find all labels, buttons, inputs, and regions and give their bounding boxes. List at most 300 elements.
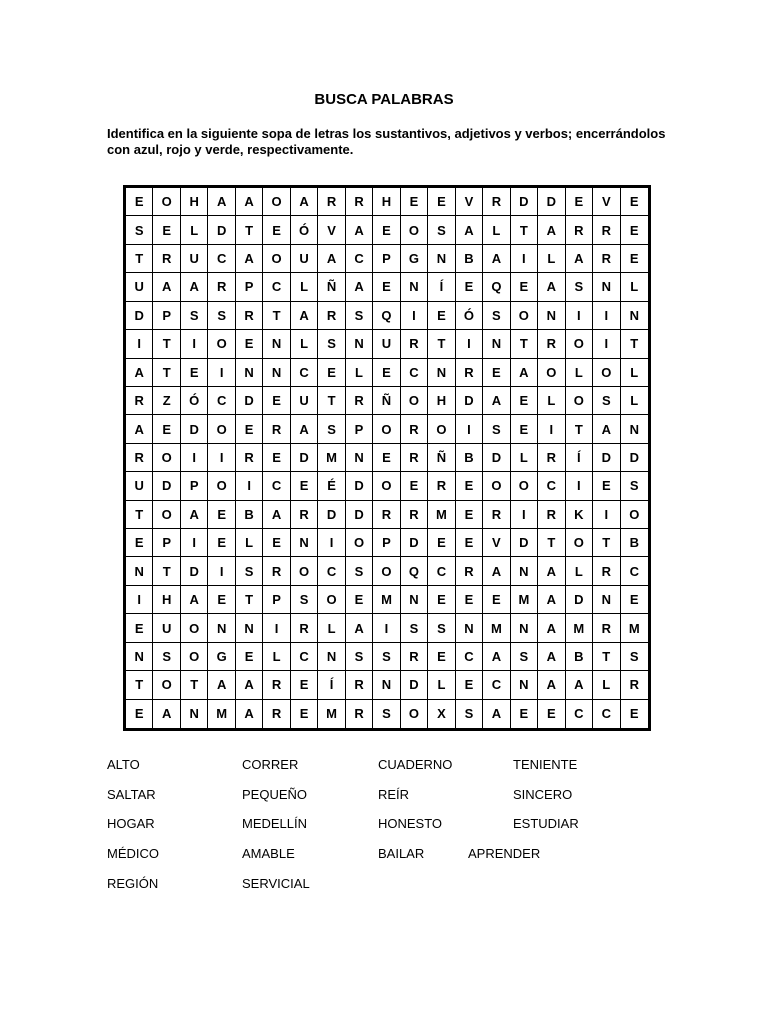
grid-cell[interactable]: P	[153, 529, 180, 557]
grid-cell[interactable]: C	[318, 557, 345, 585]
grid-cell[interactable]: D	[153, 472, 180, 500]
grid-cell[interactable]: N	[263, 330, 290, 358]
grid-cell[interactable]: E	[236, 643, 263, 671]
grid-cell[interactable]: A	[483, 557, 510, 585]
grid-cell[interactable]: E	[428, 188, 455, 216]
grid-cell[interactable]: Q	[483, 273, 510, 301]
grid-cell[interactable]: U	[291, 245, 318, 273]
grid-cell[interactable]: T	[126, 501, 153, 529]
grid-cell[interactable]: E	[373, 359, 400, 387]
grid-cell[interactable]: M	[566, 614, 593, 642]
grid-cell[interactable]: O	[566, 387, 593, 415]
grid-cell[interactable]: I	[181, 444, 208, 472]
grid-cell[interactable]: H	[428, 387, 455, 415]
grid-cell[interactable]: S	[346, 302, 373, 330]
grid-cell[interactable]: D	[511, 529, 538, 557]
grid-cell[interactable]: L	[511, 444, 538, 472]
grid-cell[interactable]: O	[263, 188, 290, 216]
grid-cell[interactable]: A	[483, 643, 510, 671]
grid-cell[interactable]: G	[208, 643, 235, 671]
grid-cell[interactable]: O	[621, 501, 648, 529]
grid-cell[interactable]: A	[291, 188, 318, 216]
grid-cell[interactable]: R	[483, 501, 510, 529]
grid-cell[interactable]: E	[208, 586, 235, 614]
grid-cell[interactable]: P	[153, 302, 180, 330]
grid-cell[interactable]: S	[483, 415, 510, 443]
grid-cell[interactable]: N	[208, 614, 235, 642]
grid-cell[interactable]: E	[428, 302, 455, 330]
grid-cell[interactable]: N	[401, 273, 428, 301]
grid-cell[interactable]: O	[566, 330, 593, 358]
grid-cell[interactable]: H	[373, 188, 400, 216]
grid-cell[interactable]: R	[428, 472, 455, 500]
grid-cell[interactable]: R	[456, 359, 483, 387]
grid-cell[interactable]: V	[483, 529, 510, 557]
grid-cell[interactable]: S	[318, 330, 345, 358]
grid-cell[interactable]: S	[511, 643, 538, 671]
grid-cell[interactable]: D	[291, 444, 318, 472]
grid-cell[interactable]: Ñ	[428, 444, 455, 472]
grid-cell[interactable]: D	[566, 586, 593, 614]
grid-cell[interactable]: E	[126, 188, 153, 216]
grid-cell[interactable]: E	[456, 671, 483, 699]
grid-cell[interactable]: T	[153, 330, 180, 358]
grid-cell[interactable]: N	[318, 643, 345, 671]
grid-cell[interactable]: S	[153, 643, 180, 671]
grid-cell[interactable]: A	[236, 188, 263, 216]
grid-cell[interactable]: A	[483, 387, 510, 415]
grid-cell[interactable]: G	[401, 245, 428, 273]
grid-cell[interactable]: E	[511, 273, 538, 301]
grid-cell[interactable]: T	[566, 415, 593, 443]
grid-cell[interactable]: R	[263, 415, 290, 443]
grid-cell[interactable]: N	[593, 273, 620, 301]
grid-cell[interactable]: O	[208, 330, 235, 358]
grid-cell[interactable]: I	[126, 586, 153, 614]
grid-cell[interactable]: B	[456, 444, 483, 472]
grid-cell[interactable]: I	[593, 330, 620, 358]
grid-cell[interactable]: A	[126, 359, 153, 387]
grid-cell[interactable]: L	[566, 359, 593, 387]
grid-cell[interactable]: E	[373, 273, 400, 301]
grid-cell[interactable]: A	[181, 273, 208, 301]
grid-cell[interactable]: E	[153, 415, 180, 443]
grid-cell[interactable]: I	[208, 557, 235, 585]
grid-cell[interactable]: E	[291, 700, 318, 728]
grid-cell[interactable]: A	[593, 415, 620, 443]
grid-cell[interactable]: R	[126, 444, 153, 472]
grid-cell[interactable]: A	[483, 245, 510, 273]
grid-cell[interactable]: B	[236, 501, 263, 529]
grid-cell[interactable]: S	[318, 415, 345, 443]
grid-cell[interactable]: C	[538, 472, 565, 500]
grid-cell[interactable]: Í	[566, 444, 593, 472]
grid-cell[interactable]: E	[566, 188, 593, 216]
grid-cell[interactable]: A	[511, 359, 538, 387]
grid-cell[interactable]: E	[263, 529, 290, 557]
grid-cell[interactable]: A	[538, 643, 565, 671]
grid-cell[interactable]: R	[236, 302, 263, 330]
grid-cell[interactable]: A	[236, 245, 263, 273]
grid-cell[interactable]: P	[236, 273, 263, 301]
grid-cell[interactable]: V	[593, 188, 620, 216]
grid-cell[interactable]: E	[621, 586, 648, 614]
grid-cell[interactable]: N	[483, 330, 510, 358]
grid-cell[interactable]: D	[318, 501, 345, 529]
grid-cell[interactable]: A	[181, 586, 208, 614]
grid-cell[interactable]: O	[318, 586, 345, 614]
grid-cell[interactable]: M	[621, 614, 648, 642]
grid-cell[interactable]: E	[456, 273, 483, 301]
grid-cell[interactable]: I	[593, 302, 620, 330]
grid-cell[interactable]: C	[593, 700, 620, 728]
grid-cell[interactable]: C	[456, 643, 483, 671]
grid-cell[interactable]: D	[538, 188, 565, 216]
grid-cell[interactable]: I	[208, 359, 235, 387]
grid-cell[interactable]: T	[511, 216, 538, 244]
grid-cell[interactable]: O	[373, 415, 400, 443]
grid-cell[interactable]: A	[153, 700, 180, 728]
grid-cell[interactable]: S	[346, 643, 373, 671]
grid-cell[interactable]: N	[373, 671, 400, 699]
grid-cell[interactable]: O	[208, 472, 235, 500]
grid-cell[interactable]: N	[346, 444, 373, 472]
grid-cell[interactable]: R	[263, 671, 290, 699]
grid-cell[interactable]: R	[483, 188, 510, 216]
grid-cell[interactable]: L	[428, 671, 455, 699]
grid-cell[interactable]: A	[538, 614, 565, 642]
grid-cell[interactable]: N	[511, 671, 538, 699]
grid-cell[interactable]: I	[593, 501, 620, 529]
grid-cell[interactable]: Ó	[181, 387, 208, 415]
grid-cell[interactable]: R	[401, 643, 428, 671]
grid-cell[interactable]: L	[291, 330, 318, 358]
grid-cell[interactable]: V	[456, 188, 483, 216]
grid-cell[interactable]: U	[126, 472, 153, 500]
grid-cell[interactable]: A	[346, 216, 373, 244]
grid-cell[interactable]: N	[621, 415, 648, 443]
grid-cell[interactable]: E	[208, 529, 235, 557]
grid-cell[interactable]: E	[401, 188, 428, 216]
grid-cell[interactable]: V	[318, 216, 345, 244]
grid-cell[interactable]: R	[373, 501, 400, 529]
grid-cell[interactable]: N	[181, 700, 208, 728]
grid-cell[interactable]: N	[263, 359, 290, 387]
grid-cell[interactable]: R	[566, 216, 593, 244]
grid-cell[interactable]: S	[621, 643, 648, 671]
grid-cell[interactable]: E	[346, 586, 373, 614]
grid-cell[interactable]: E	[126, 700, 153, 728]
grid-cell[interactable]: A	[126, 415, 153, 443]
grid-cell[interactable]: L	[263, 643, 290, 671]
grid-cell[interactable]: O	[401, 216, 428, 244]
grid-cell[interactable]: O	[153, 188, 180, 216]
grid-cell[interactable]: C	[483, 671, 510, 699]
grid-cell[interactable]: D	[511, 188, 538, 216]
grid-cell[interactable]: T	[181, 671, 208, 699]
grid-cell[interactable]: L	[291, 273, 318, 301]
grid-cell[interactable]: E	[593, 472, 620, 500]
grid-cell[interactable]: C	[208, 245, 235, 273]
grid-cell[interactable]: R	[291, 614, 318, 642]
grid-cell[interactable]: L	[621, 273, 648, 301]
grid-cell[interactable]: C	[263, 472, 290, 500]
grid-cell[interactable]: H	[181, 188, 208, 216]
grid-cell[interactable]: É	[318, 472, 345, 500]
grid-cell[interactable]: R	[401, 415, 428, 443]
grid-cell[interactable]: T	[236, 586, 263, 614]
grid-cell[interactable]: R	[456, 557, 483, 585]
grid-cell[interactable]: E	[621, 216, 648, 244]
grid-cell[interactable]: P	[373, 245, 400, 273]
grid-cell[interactable]: R	[538, 330, 565, 358]
grid-cell[interactable]: A	[318, 245, 345, 273]
grid-cell[interactable]: R	[621, 671, 648, 699]
grid-cell[interactable]: B	[621, 529, 648, 557]
grid-cell[interactable]: E	[373, 444, 400, 472]
grid-cell[interactable]: S	[373, 643, 400, 671]
grid-cell[interactable]: E	[291, 472, 318, 500]
grid-cell[interactable]: A	[236, 700, 263, 728]
grid-cell[interactable]: S	[428, 216, 455, 244]
grid-cell[interactable]: Z	[153, 387, 180, 415]
grid-cell[interactable]: N	[456, 614, 483, 642]
grid-cell[interactable]: Ó	[291, 216, 318, 244]
grid-cell[interactable]: N	[346, 330, 373, 358]
grid-cell[interactable]: E	[153, 216, 180, 244]
grid-cell[interactable]: O	[483, 472, 510, 500]
grid-cell[interactable]: N	[291, 529, 318, 557]
grid-cell[interactable]: S	[566, 273, 593, 301]
grid-cell[interactable]: I	[566, 472, 593, 500]
grid-cell[interactable]: E	[126, 529, 153, 557]
grid-cell[interactable]: A	[208, 188, 235, 216]
grid-cell[interactable]: R	[153, 245, 180, 273]
grid-cell[interactable]: N	[401, 586, 428, 614]
grid-cell[interactable]: D	[401, 671, 428, 699]
grid-cell[interactable]: N	[236, 614, 263, 642]
grid-cell[interactable]: T	[263, 302, 290, 330]
grid-cell[interactable]: O	[373, 557, 400, 585]
grid-cell[interactable]: L	[318, 614, 345, 642]
grid-cell[interactable]: L	[621, 387, 648, 415]
grid-cell[interactable]: U	[181, 245, 208, 273]
grid-cell[interactable]: D	[621, 444, 648, 472]
grid-cell[interactable]: A	[181, 501, 208, 529]
grid-cell[interactable]: E	[511, 700, 538, 728]
grid-cell[interactable]: T	[126, 671, 153, 699]
grid-cell[interactable]: E	[621, 245, 648, 273]
grid-cell[interactable]: O	[373, 472, 400, 500]
grid-cell[interactable]: Í	[318, 671, 345, 699]
grid-cell[interactable]: A	[483, 700, 510, 728]
grid-cell[interactable]: E	[428, 643, 455, 671]
grid-cell[interactable]: S	[126, 216, 153, 244]
grid-cell[interactable]: L	[593, 671, 620, 699]
grid-cell[interactable]: E	[428, 529, 455, 557]
grid-cell[interactable]: E	[291, 671, 318, 699]
grid-cell[interactable]: N	[236, 359, 263, 387]
grid-cell[interactable]: L	[181, 216, 208, 244]
grid-cell[interactable]: D	[346, 472, 373, 500]
grid-cell[interactable]: D	[456, 387, 483, 415]
grid-cell[interactable]: O	[538, 359, 565, 387]
grid-cell[interactable]: S	[456, 700, 483, 728]
grid-cell[interactable]: N	[621, 302, 648, 330]
grid-cell[interactable]: I	[511, 245, 538, 273]
grid-cell[interactable]: O	[428, 415, 455, 443]
grid-cell[interactable]: A	[456, 216, 483, 244]
grid-cell[interactable]: L	[538, 387, 565, 415]
grid-cell[interactable]: C	[208, 387, 235, 415]
grid-cell[interactable]: K	[566, 501, 593, 529]
grid-cell[interactable]: E	[236, 415, 263, 443]
grid-cell[interactable]: P	[181, 472, 208, 500]
grid-cell[interactable]: L	[236, 529, 263, 557]
grid-cell[interactable]: A	[538, 216, 565, 244]
grid-cell[interactable]: T	[593, 643, 620, 671]
grid-cell[interactable]: M	[208, 700, 235, 728]
grid-cell[interactable]: A	[538, 273, 565, 301]
grid-cell[interactable]: S	[593, 387, 620, 415]
grid-cell[interactable]: D	[181, 557, 208, 585]
grid-cell[interactable]: T	[318, 387, 345, 415]
grid-cell[interactable]: A	[208, 671, 235, 699]
grid-cell[interactable]: O	[181, 643, 208, 671]
grid-cell[interactable]: E	[263, 216, 290, 244]
grid-cell[interactable]: E	[456, 472, 483, 500]
grid-cell[interactable]: R	[401, 501, 428, 529]
grid-cell[interactable]: C	[428, 557, 455, 585]
grid-cell[interactable]: M	[318, 444, 345, 472]
grid-cell[interactable]: D	[181, 415, 208, 443]
grid-cell[interactable]: E	[629, 706, 639, 722]
grid-cell[interactable]: I	[208, 444, 235, 472]
grid-cell[interactable]: L	[538, 245, 565, 273]
grid-cell[interactable]: A	[538, 557, 565, 585]
grid-cell[interactable]: C	[291, 643, 318, 671]
grid-cell[interactable]: E	[456, 529, 483, 557]
grid-cell[interactable]: I	[511, 501, 538, 529]
grid-cell[interactable]: L	[483, 216, 510, 244]
grid-cell[interactable]: U	[126, 273, 153, 301]
grid-cell[interactable]: E	[236, 330, 263, 358]
grid-cell[interactable]: N	[428, 359, 455, 387]
grid-cell[interactable]: T	[593, 529, 620, 557]
grid-cell[interactable]: Q	[373, 302, 400, 330]
grid-cell[interactable]: I	[373, 614, 400, 642]
grid-cell[interactable]: O	[208, 415, 235, 443]
grid-cell[interactable]: E	[456, 586, 483, 614]
grid-cell[interactable]: D	[126, 302, 153, 330]
grid-cell[interactable]: C	[263, 273, 290, 301]
grid-cell[interactable]: E	[428, 586, 455, 614]
grid-cell[interactable]: O	[346, 529, 373, 557]
grid-cell[interactable]: E	[263, 444, 290, 472]
grid-cell[interactable]: X	[428, 700, 455, 728]
grid-cell[interactable]: E	[401, 472, 428, 500]
grid-cell[interactable]: R	[346, 188, 373, 216]
grid-cell[interactable]: I	[181, 330, 208, 358]
grid-cell[interactable]: C	[291, 359, 318, 387]
grid-cell[interactable]: Ñ	[373, 387, 400, 415]
grid-cell[interactable]: R	[346, 387, 373, 415]
grid-cell[interactable]: N	[593, 586, 620, 614]
grid-cell[interactable]: S	[483, 302, 510, 330]
grid-cell[interactable]: A	[538, 586, 565, 614]
grid-cell[interactable]: I	[538, 415, 565, 443]
grid-cell[interactable]: O	[181, 614, 208, 642]
grid-cell[interactable]: S	[208, 302, 235, 330]
grid-cell[interactable]: I	[181, 529, 208, 557]
grid-cell[interactable]: M	[428, 501, 455, 529]
grid-cell[interactable]: R	[291, 501, 318, 529]
grid-cell[interactable]: E	[511, 415, 538, 443]
grid-cell[interactable]: T	[621, 330, 648, 358]
grid-cell[interactable]: O	[153, 501, 180, 529]
grid-cell[interactable]: C	[621, 557, 648, 585]
grid-cell[interactable]: N	[538, 302, 565, 330]
grid-cell[interactable]: I	[126, 330, 153, 358]
grid-cell[interactable]: C	[401, 359, 428, 387]
grid-cell[interactable]: C	[566, 700, 593, 728]
grid-cell[interactable]: O	[263, 245, 290, 273]
grid-cell[interactable]: M	[373, 586, 400, 614]
grid-cell[interactable]: O	[401, 387, 428, 415]
grid-cell[interactable]: U	[373, 330, 400, 358]
grid-cell[interactable]: R	[263, 557, 290, 585]
grid-cell[interactable]: T	[236, 216, 263, 244]
grid-cell[interactable]: M	[483, 614, 510, 642]
grid-cell[interactable]: Í	[428, 273, 455, 301]
grid-cell[interactable]: I	[456, 415, 483, 443]
grid-cell[interactable]: R	[346, 700, 373, 728]
grid-cell[interactable]: S	[621, 472, 648, 500]
grid-cell[interactable]: E	[621, 188, 648, 216]
grid-cell[interactable]: R	[593, 216, 620, 244]
grid-cell[interactable]: I	[318, 529, 345, 557]
grid-cell[interactable]: O	[593, 359, 620, 387]
grid-cell[interactable]: S	[181, 302, 208, 330]
grid-cell[interactable]: R	[538, 501, 565, 529]
grid-cell[interactable]: S	[401, 614, 428, 642]
grid-cell[interactable]: N	[126, 557, 153, 585]
grid-cell[interactable]: P	[263, 586, 290, 614]
grid-cell[interactable]: T	[538, 529, 565, 557]
grid-cell[interactable]: A	[538, 671, 565, 699]
grid-cell[interactable]: E	[263, 387, 290, 415]
grid-cell[interactable]: R	[538, 444, 565, 472]
grid-cell[interactable]: S	[236, 557, 263, 585]
grid-cell[interactable]: Q	[401, 557, 428, 585]
grid-cell[interactable]: U	[153, 614, 180, 642]
grid-cell[interactable]: P	[373, 529, 400, 557]
grid-cell[interactable]: B	[566, 643, 593, 671]
grid-cell[interactable]: E	[483, 359, 510, 387]
grid-cell[interactable]: B	[456, 245, 483, 273]
grid-cell[interactable]: E	[511, 387, 538, 415]
grid-cell[interactable]: S	[346, 557, 373, 585]
grid-cell[interactable]: R	[593, 614, 620, 642]
grid-cell[interactable]: R	[236, 444, 263, 472]
grid-cell[interactable]: S	[291, 586, 318, 614]
grid-cell[interactable]: D	[593, 444, 620, 472]
grid-cell[interactable]: D	[236, 387, 263, 415]
grid-cell[interactable]: E	[181, 359, 208, 387]
grid-cell[interactable]: T	[126, 245, 153, 273]
grid-cell[interactable]: N	[511, 614, 538, 642]
grid-cell[interactable]: I	[456, 330, 483, 358]
